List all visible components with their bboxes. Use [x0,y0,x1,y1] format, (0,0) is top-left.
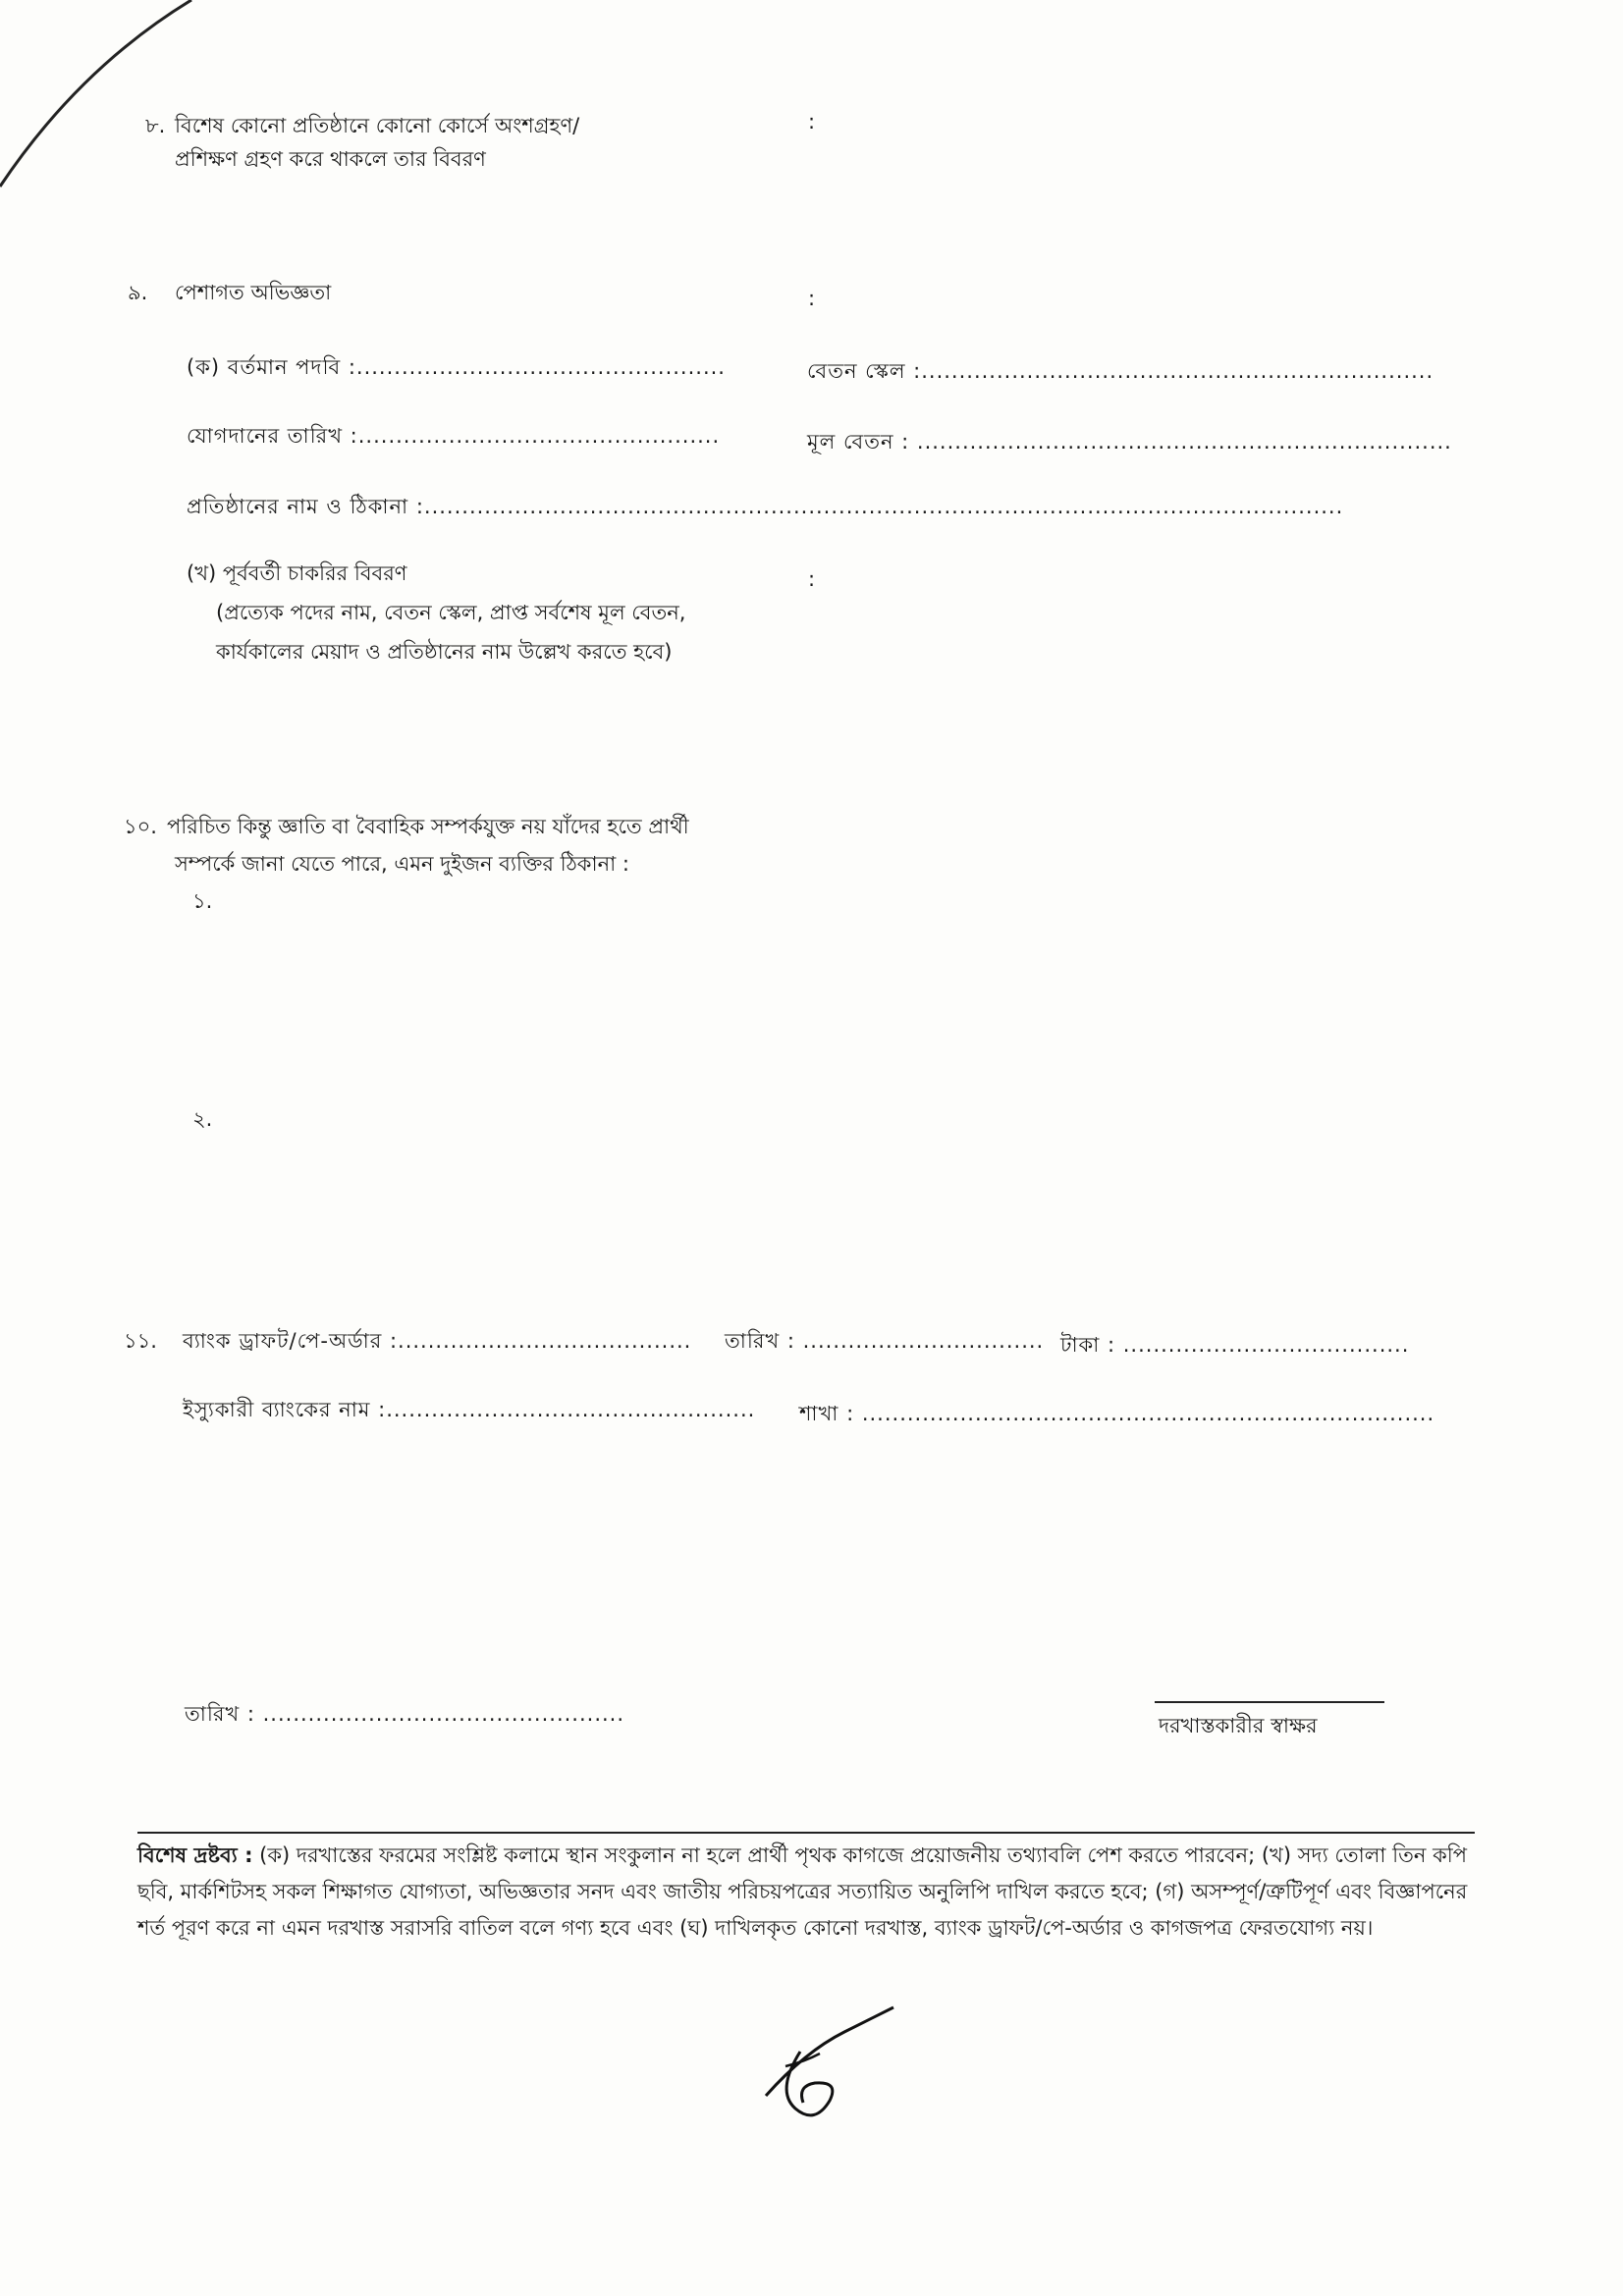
page-corner-crease [0,0,196,196]
item8-number: ৮. [145,114,166,137]
handwritten-signature [746,1993,903,2130]
pay-scale-field[interactable]: বেতন স্কেল :.................................................................... [807,359,1434,383]
joining-date-field[interactable]: যোগদানের তারিখ :................................................ [187,424,721,448]
note-text: (ক) দরখাস্তের ফরমের সংশ্লিষ্ট কলামে স্থান সংকুলান না হলে প্রার্থী পৃথক কাগজে প্রয়োজনীয় তথ্যাবলি পেশ করতে পারবেন; (খ) সদ্য তোলা তিন কপি ছবি, মার্কশিটসহ সকল শিক্ষাগত যোগ্যতা, অভিজ্ঞতার সনদ এবং জাতীয় পরিচয়পত্রের সত্যায়িত অনুলিপি দাখিল করতে হবে; (গ) অসম্পূর্ণ/ত্রুটিপূর্ণ এবং বিজ্ঞাপনের শর্ত পূরণ করে না এমন দরখাস্ত সরাসরি বাতিল বলে গণ্য হবে এবং (ঘ) দাখিলকৃত কোনো দরখাস্ত, ব্যাংক ড্রাফট/পে-অর্ডার ও কাগজপত্র ফেরতযোগ্য নয়। [137,1843,1468,1940]
item9-colon: : [808,287,816,310]
prev-job-note-line2: কার্যকালের মেয়াদ ও প্রতিষ্ঠানের নাম উল্লেখ করতে হবে) [216,640,673,664]
prev-job-note-line1: (প্রত্যেক পদের নাম, বেতন স্কেল, প্রাপ্ত সর্বশেষ মূল বেতন, [216,601,686,624]
item11-number: ১১. [124,1329,157,1353]
item10-number: ১০. [124,815,157,838]
reference-1-label: ১. [192,889,213,913]
branch-field[interactable]: শাখা : ............................................................................ [799,1402,1435,1425]
signature-line [1155,1701,1384,1703]
prev-job-label: (খ) পূর্ববর্তী চাকরির বিবরণ [187,561,407,585]
org-name-address-field[interactable]: প্রতিষ্ঠানের নাম ও ঠিকানা :.......................................................................................................................... [187,495,1344,518]
item10-label-line2: সম্পর্কে জানা যেতে পারে, এমন দুইজন ব্যক্তির ঠিকানা : [175,852,629,876]
reference-2-label: ২. [192,1107,213,1131]
item9-label: পেশাগত অভিজ্ঞতা [175,281,332,304]
applicant-signature-label: দরখাস্তকারীর স্বাক্ষর [1159,1714,1318,1737]
note-divider [137,1832,1475,1834]
current-post-field[interactable]: (ক) বর্তমান পদবি :................................................. [187,355,726,379]
item8-label-line2: প্রশিক্ষণ গ্রহণ করে থাকলে তার বিবরণ [175,147,486,171]
issuing-bank-field[interactable]: ইস্যুকারী ব্যাংকের নাম :................................................. [183,1398,756,1421]
item9-number: ৯. [128,281,148,304]
item8-colon: : [808,110,816,133]
item8-label-line1: বিশেষ কোনো প্রতিষ্ঠানে কোনো কোর্সে অংশগ্রহণ/ [175,114,580,137]
bank-draft-field[interactable]: ব্যাংক ড্রাফট/পে-অর্ডার :....................................... [183,1329,692,1353]
draft-date-field[interactable]: তারিখ : ................................ [725,1329,1045,1353]
amount-field[interactable]: টাকা : ...................................... [1060,1333,1410,1357]
special-note [137,1838,1492,1947]
application-date-field[interactable]: তারিখ : ................................................ [185,1702,625,1726]
basic-pay-field[interactable]: মূল বেতন : ....................................................................... [807,430,1452,454]
prev-job-colon: : [808,567,816,591]
item10-label-line1: পরিচিত কিন্তু জ্ঞাতি বা বৈবাহিক সম্পর্কযুক্ত নয় যাঁদের হতে প্রার্থী [167,815,689,838]
note-heading: বিশেষ দ্রষ্টব্য : [137,1843,253,1867]
